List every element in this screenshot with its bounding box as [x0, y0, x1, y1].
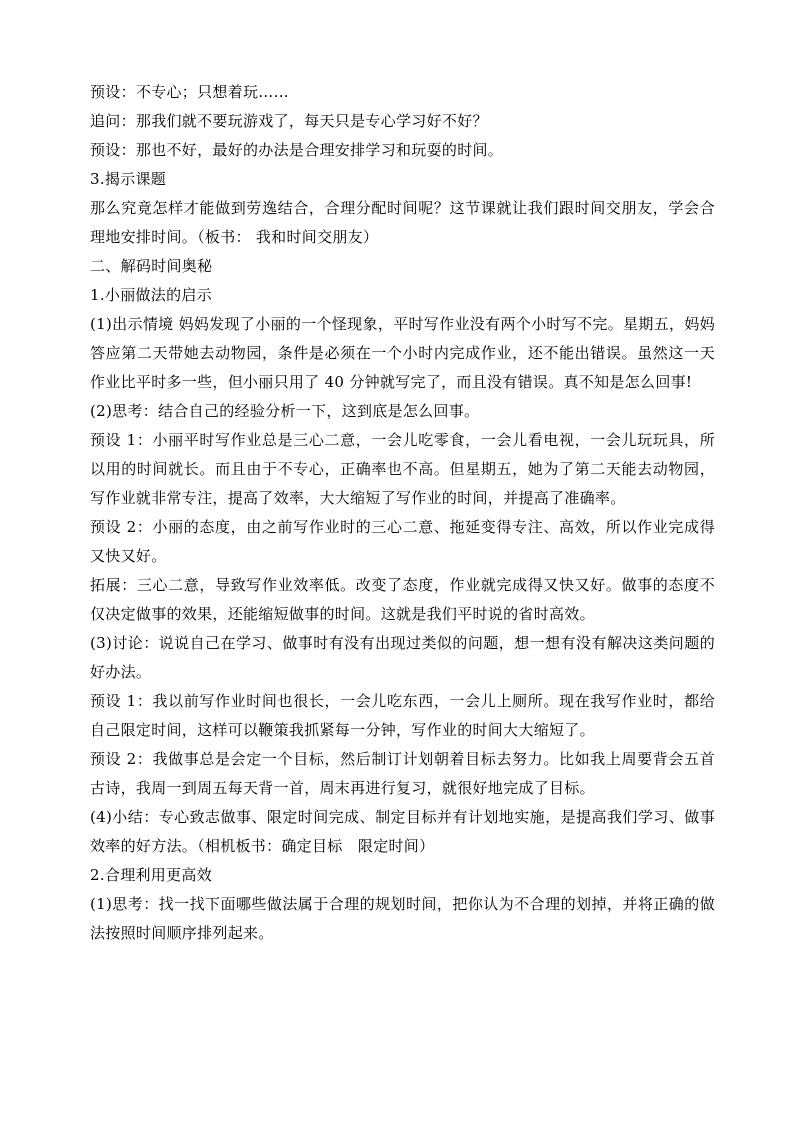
paragraph-preset-2: 预设 2：小丽的态度，由之前写作业时的三心二意、拖延变得专注、高效，所以作业完成得又快又好。: [90, 518, 715, 565]
heading-efficient-use: 2.合理利用更高效: [90, 866, 213, 884]
paragraph-preset-distracted: 预设：不专心；只想着玩……: [90, 83, 289, 101]
document-page: [90, 78, 715, 948]
paragraph-think-plan: (1)思考：找一找下面哪些做法属于合理的规划时间，把你认为不合理的划掉，并将正确的做法按照时间顺序排列起来。: [90, 895, 715, 942]
paragraph-preset-balance: 预设：那也不好，最好的办法是合理安排学习和玩耍的时间。: [90, 141, 504, 159]
paragraph-extension: 拓展：三心二意，导致写作业效率低。改变了态度，作业就完成得又快又好。做事的态度不仅决定做事的效果，还能缩短做事的时间。这就是我们平时说的省时高效。: [90, 576, 715, 623]
paragraph-discussion-preset-1: 预设 1：我以前写作业时间也很长，一会儿吃东西，一会儿上厕所。现在我写作业时，都给自己限定时间，这样可以鞭策我抓紧每一分钟，写作业的时间大大缩短了。: [90, 692, 715, 739]
heading-reveal-topic: 3.揭示课题: [90, 170, 167, 188]
paragraph-topic-intro: 那么究竟怎样才能做到劳逸结合，合理分配时间呢？这节课就让我们跟时间交朋友，学会合理地安排时间。（板书： 我和时间交朋友）: [90, 199, 715, 246]
heading-xiaoli-lesson: 1.小丽做法的启示: [90, 286, 213, 304]
paragraph-think: (2)思考：结合自己的经验分析一下，这到底是怎么回事。: [90, 402, 480, 420]
paragraph-discussion-preset-2: 预设 2：我做事总是会定一个目标，然后制订计划朝着目标去努力。比如我上周要背会五首古诗，我周一到周五每天背一首，周末再进行复习，就很好地完成了目标。: [90, 750, 715, 797]
heading-section-two: 二、解码时间奥秘: [90, 257, 213, 275]
paragraph-follow-up-question: 追问：那我们就不要玩游戏了，每天只是专心学习好不好？: [90, 112, 488, 130]
paragraph-discussion: (3)讨论：说说自己在学习、做事时有没有出现过类似的问题，想一想有没有解决这类问题的好办法。: [90, 634, 715, 681]
paragraph-summary: (4)小结：专心致志做事、限定时间完成、制定目标并有计划地实施，是提高我们学习、做事效率的好方法。（相机板书：确定目标 限定时间）: [90, 808, 715, 855]
paragraph-preset-1: 预设 1：小丽平时写作业总是三心二意，一会儿吃零食，一会儿看电视，一会儿玩玩具，所以用的时间就长。而且由于不专心，正确率也不高。但星期五，她为了第二天能去动物园，写作业就非常专注，提高了效率，大大缩短了写作业的时间，并提高了准确率。: [90, 431, 715, 507]
paragraph-situation: (1)出示情境 妈妈发现了小丽的一个怪现象，平时写作业没有两个小时写不完。星期五，妈妈答应第二天带她去动物园，条件是必须在一个小时内完成作业，还不能出错误。虽然这一天作业比平时多一些，但小丽只用了 40 分钟就写完了，而且没有错误。真不知是怎么回事!: [90, 315, 715, 391]
